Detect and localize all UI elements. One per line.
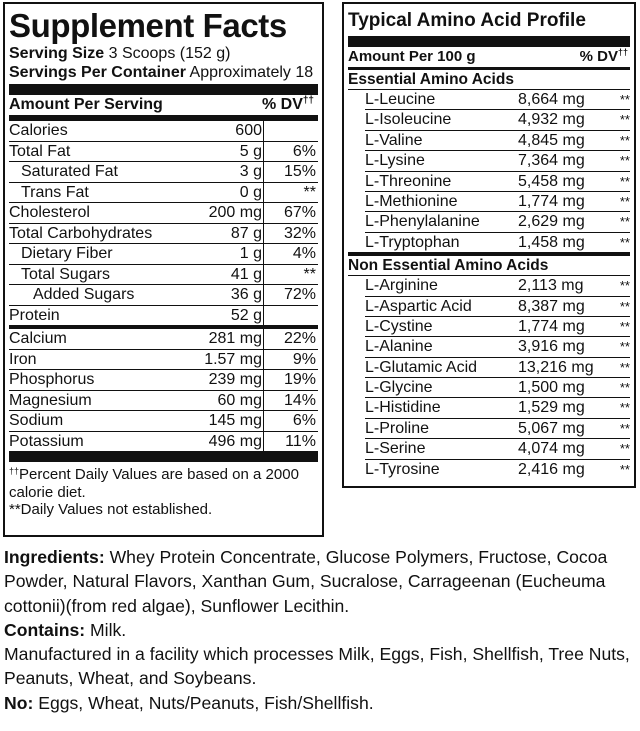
servings-label: Servings Per Container [9, 64, 186, 81]
nutrient-row [9, 265, 318, 286]
amino-dv: ** [619, 339, 630, 355]
amino-amount: 2,629 mg [518, 213, 585, 231]
nutrient-dv: 67% [283, 204, 316, 221]
nutrient-dv: 6% [292, 412, 316, 429]
dv-header: % DV†† [261, 95, 314, 113]
thick-divider [348, 36, 630, 47]
amino-amount: 1,458 mg [518, 233, 585, 251]
amino-amount: 4,932 mg [518, 111, 585, 129]
amino-dv: ** [619, 92, 630, 107]
amino-dv: ** [619, 173, 630, 189]
amino-amount-header: Amount Per 100 g [348, 48, 476, 65]
column-divider [263, 265, 264, 285]
amino-name: L-Isoleucine [365, 111, 452, 129]
amino-dv: ** [619, 214, 630, 230]
amino-name: L-Tryptophan [365, 233, 460, 251]
amino-name: L-Threonine [365, 172, 452, 190]
amino-row [365, 398, 630, 418]
nutrient-name: Saturated Fat [21, 163, 118, 180]
nutrient-amount: 41 g [230, 265, 262, 283]
amino-dv: ** [619, 298, 630, 314]
amino-dv: ** [619, 400, 630, 416]
contains: Contains: Milk. [4, 619, 127, 640]
nutrient-row [9, 162, 318, 183]
nutrient-name: Sodium [9, 412, 64, 429]
amino-name: L-Valine [365, 131, 423, 149]
amino-row [365, 297, 630, 317]
nutrient-amount: 496 mg [208, 432, 262, 450]
amino-name: L-Alanine [365, 338, 433, 356]
nutrient-amount: 0 g [239, 183, 262, 201]
amino-dv: ** [619, 461, 630, 477]
amino-amount: 4,845 mg [518, 131, 585, 149]
amino-acid-profile-panel [342, 2, 636, 488]
nutrient-amount: 239 mg [208, 371, 262, 388]
nutrient-dv: ** [303, 183, 316, 201]
essential-amino-title: Essential Amino Acids [348, 70, 630, 90]
amino-amount: 1,500 mg [518, 379, 585, 397]
amount-per-serving-header [9, 95, 318, 115]
thick-divider [9, 84, 318, 95]
column-divider [263, 244, 264, 264]
amino-name: L-Proline [365, 419, 430, 437]
amino-amount: 8,664 mg [518, 91, 585, 108]
amino-row [365, 172, 630, 192]
amino-name: L-Glutamic Acid [365, 358, 478, 376]
nutrient-amount: 5 g [239, 142, 262, 160]
nutrient-dv: 19% [283, 371, 316, 388]
amino-name: L-Lysine [365, 152, 425, 170]
nutrient-row [9, 244, 318, 265]
nutrient-name: Added Sugars [33, 286, 135, 303]
nutrient-dv: 4% [292, 245, 316, 262]
amino-row [365, 131, 630, 151]
amino-name: L-Aspartic Acid [365, 297, 472, 315]
free-from: No: Eggs, Wheat, Nuts/Peanuts, Fish/Shellfish. [4, 692, 374, 713]
essential-amino-rows [348, 90, 630, 253]
column-divider [263, 285, 264, 305]
nutrient-row [9, 432, 318, 453]
nutrient-name: Potassium [9, 432, 84, 450]
nutrient-name: Phosphorus [9, 371, 95, 388]
supplement-facts-title: Supplement Facts [9, 7, 287, 44]
amino-dv: ** [619, 380, 630, 396]
supplement-facts-panel [3, 2, 324, 537]
amino-amount: 2,113 mg [518, 277, 584, 295]
amino-row [365, 317, 630, 337]
amino-row [365, 378, 630, 398]
nutrient-rows-minerals [9, 329, 318, 452]
amino-row [365, 276, 630, 296]
servings-value: Approximately 18 [189, 64, 314, 81]
nutrient-dv: 9% [292, 350, 316, 368]
thick-divider [9, 451, 318, 462]
amino-profile-title: Typical Amino Acid Profile [348, 10, 586, 31]
nutrient-name: Calories [9, 122, 68, 139]
amino-dv: ** [619, 359, 630, 375]
amino-row [365, 192, 630, 212]
nutrient-name: Magnesium [9, 391, 92, 409]
nutrient-name: Total Carbohydrates [9, 224, 153, 242]
column-divider [263, 224, 264, 244]
amino-amount: 3,916 mg [518, 338, 585, 356]
amino-row [365, 439, 630, 459]
nutrient-row [9, 121, 318, 142]
nutrient-amount: 87 g [230, 224, 262, 242]
nutrient-amount: 281 mg [208, 330, 262, 347]
nutrient-row [9, 350, 318, 371]
facility-statement: Manufactured in a facility which processes Milk, Eggs, Fish, Shellfish, Tree Nuts, Peanuts, Wheat, and Soybeans. [4, 644, 630, 689]
nutrient-amount: 200 mg [208, 204, 262, 221]
nutrient-row [9, 183, 318, 204]
nutrient-row [9, 142, 318, 163]
nutrient-name: Protein [9, 306, 60, 324]
nutrient-amount: 600 [235, 122, 262, 139]
column-divider [263, 350, 264, 370]
nutrient-dv: ** [303, 265, 316, 283]
amino-dv: ** [619, 420, 630, 436]
amino-dv-header: % DV†† [579, 47, 628, 65]
nutrient-row [9, 203, 318, 224]
amino-row [365, 233, 630, 253]
nutrient-amount: 1.57 mg [204, 350, 262, 368]
amino-amount: 4,074 mg [518, 440, 585, 458]
amino-row [365, 151, 630, 171]
footnote-not-established: **Daily Values not established. [9, 501, 213, 518]
column-divider [263, 370, 264, 390]
column-divider [263, 306, 264, 326]
nutrient-amount: 1 g [239, 245, 262, 262]
amino-row [365, 460, 630, 480]
nutrient-dv: 15% [283, 163, 316, 180]
nutrient-name: Calcium [9, 330, 67, 347]
nutrient-name: Iron [9, 350, 37, 368]
amino-amount: 7,364 mg [518, 152, 585, 170]
nutrient-row [9, 224, 318, 245]
nutrient-amount: 36 g [230, 286, 262, 303]
column-divider [263, 411, 264, 431]
column-divider [263, 391, 264, 411]
nutrient-row [9, 285, 318, 306]
amino-row [365, 212, 630, 232]
nutrient-dv: 72% [283, 286, 316, 303]
nonessential-amino-title: Non Essential Amino Acids [348, 256, 630, 276]
nutrient-amount: 145 mg [208, 412, 262, 429]
ingredients: Ingredients: Whey Protein Concentrate, Glucose Polymers, Fructose, Cocoa Powder, Natural Flavors, Xanthan Gum, Sucralose, Carrageenan (Eucheuma cottonii)(from red algae), Sunflower Lecithin. [4, 547, 608, 616]
nutrient-dv: 6% [292, 142, 316, 160]
amino-dv: ** [619, 234, 630, 250]
amino-amount: 1,529 mg [518, 399, 585, 417]
nutrient-name: Cholesterol [9, 204, 90, 221]
serving-size-value: 3 Scoops (152 g) [108, 45, 231, 62]
amount-per-100g-header [348, 47, 630, 67]
column-divider [263, 203, 264, 223]
nonessential-amino-rows [348, 276, 630, 480]
amino-dv: ** [619, 153, 630, 169]
amino-dv: ** [619, 112, 630, 128]
amino-amount: 5,458 mg [518, 172, 585, 190]
nutrient-row [9, 391, 318, 412]
column-divider [263, 329, 264, 349]
nutrient-row [9, 370, 318, 391]
nutrient-row [9, 329, 318, 350]
label-text [4, 545, 636, 715]
nutrient-name: Total Fat [9, 142, 71, 160]
footnote-dv: ††Percent Daily Values are based on a 2000 calorie diet. [9, 466, 299, 501]
nutrient-dv: 32% [283, 224, 316, 242]
column-divider [263, 142, 264, 162]
nutrient-dv: 22% [283, 330, 316, 347]
amino-amount: 13,216 mg [518, 358, 594, 376]
amino-row [365, 90, 630, 110]
nutrient-dv: 14% [283, 391, 316, 409]
amino-row [365, 358, 630, 378]
amino-name: L-Phenylalanine [365, 213, 480, 231]
amino-name: L-Methionine [365, 192, 458, 210]
amino-row [365, 110, 630, 130]
amino-row [365, 419, 630, 439]
amino-name: L-Cystine [365, 317, 433, 335]
nutrient-amount: 3 g [239, 163, 262, 180]
nutrient-amount: 60 mg [217, 391, 262, 409]
amino-amount: 1,774 mg [518, 192, 585, 210]
nutrient-name: Trans Fat [21, 183, 89, 201]
amino-amount: 2,416 mg [518, 460, 585, 478]
amino-amount: 5,067 mg [518, 419, 585, 437]
serving-size [9, 44, 318, 63]
nutrient-row [9, 411, 318, 432]
amino-dv: ** [619, 278, 630, 294]
amino-dv: ** [619, 441, 630, 457]
nutrient-amount: 52 g [230, 306, 262, 324]
column-divider [263, 121, 264, 141]
nutrient-name: Total Sugars [21, 265, 110, 283]
amino-name: L-Arginine [365, 277, 438, 295]
amino-dv: ** [619, 193, 630, 209]
nutrient-row [9, 306, 318, 327]
amino-name: L-Serine [365, 440, 426, 458]
amino-name: L-Tyrosine [365, 460, 440, 478]
amino-dv: ** [619, 318, 630, 334]
amino-name: L-Glycine [365, 379, 433, 397]
amino-name: L-Histidine [365, 399, 441, 417]
amino-dv: ** [619, 132, 630, 148]
amino-name: L-Leucine [365, 91, 436, 108]
amino-amount: 1,774 mg [518, 317, 585, 335]
nutrient-rows-macros [9, 121, 318, 326]
column-divider [263, 162, 264, 182]
serving-size-label: Serving Size [9, 45, 105, 62]
amino-amount: 8,387 mg [518, 297, 585, 315]
nutrient-dv: 11% [285, 432, 316, 450]
amount-header: Amount Per Serving [9, 96, 163, 113]
column-divider [263, 183, 264, 203]
amino-row [365, 337, 630, 357]
nutrient-name: Dietary Fiber [21, 245, 113, 262]
column-divider [263, 432, 264, 452]
servings-per-container [9, 63, 318, 82]
